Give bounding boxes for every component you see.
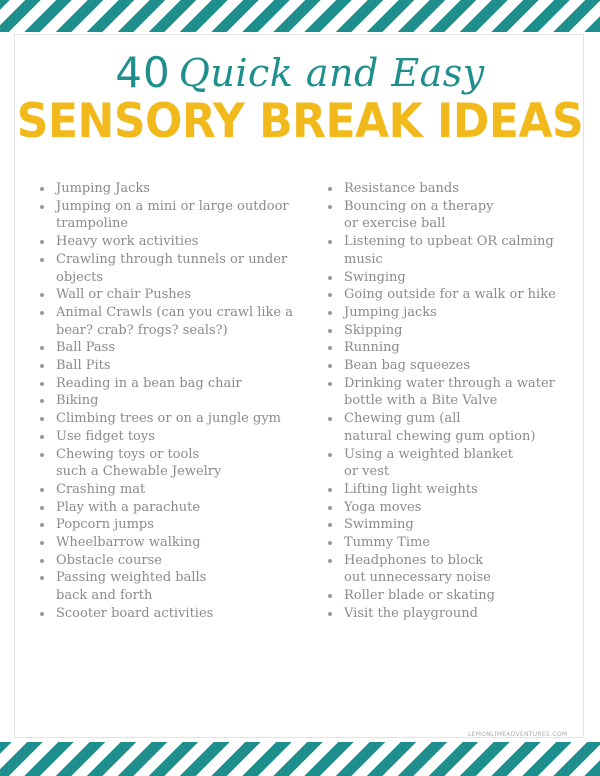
top-stripe-border (0, 0, 600, 32)
list-item-text: Bean bag squeezes (344, 358, 470, 374)
list-item (326, 233, 576, 268)
list-item (326, 375, 576, 410)
list-item-text: Swimming (344, 517, 414, 533)
list-item (38, 605, 318, 623)
bottom-stripe-border (0, 742, 600, 776)
list-item-text: Roller blade or skating (344, 588, 495, 604)
list-item-text: Chewing gum (all (344, 411, 461, 427)
list-item-text: Jumping on a mini or large outdoor (56, 198, 289, 214)
list-item-text: Using a weighted blanket (344, 446, 513, 462)
list-item-text: objects (56, 269, 104, 285)
list-item-text: Crawling through tunnels or under (56, 251, 288, 267)
list-item (326, 286, 576, 304)
list-item-text: Wall or chair Pushes (56, 287, 192, 303)
list-item-text: or exercise ball (344, 216, 446, 232)
list-item-text: Resistance bands (344, 181, 459, 196)
list-item-text: Climbing trees or on a jungle gym (56, 411, 281, 427)
list-item (326, 198, 576, 233)
list-item-text: out unnecessary noise (344, 570, 491, 586)
list-item-text: Ball Pits (56, 358, 111, 374)
list-item-text: Tummy Time (344, 535, 431, 551)
list-item-text: Lifting light weights (344, 481, 478, 497)
list-item-text: Going outside for a walk or hike (344, 287, 556, 303)
list-item (38, 516, 318, 534)
list-item (38, 428, 318, 446)
list-item-text: Passing weighted balls (56, 570, 207, 586)
right-idea-list (326, 180, 576, 623)
list-item (326, 180, 576, 198)
list-item-text: Crashing mat (56, 481, 146, 497)
list-item-text: such a Chewable Jewelry (56, 464, 222, 480)
list-item (38, 569, 318, 604)
list-item-text: Play with a parachute (56, 499, 201, 515)
title-number: 40 (115, 48, 171, 97)
list-item (38, 304, 318, 339)
list-item (326, 587, 576, 605)
list-item (38, 357, 318, 375)
list-item (326, 269, 576, 287)
list-item (326, 552, 576, 587)
list-item-text: Chewing toys or tools (56, 446, 200, 462)
list-item (38, 481, 318, 499)
list-item (326, 410, 576, 445)
list-item-text: trampoline (56, 216, 129, 232)
list-item-text: Visit the playground (344, 605, 478, 621)
list-item-text: Jumping Jacks (56, 181, 151, 196)
list-item (326, 605, 576, 623)
list-item-text: Headphones to block (344, 552, 484, 568)
list-item (38, 446, 318, 481)
list-item (38, 251, 318, 286)
list-item-text: Wheelbarrow walking (56, 535, 201, 551)
list-item-text: Scooter board activities (56, 605, 214, 621)
list-item-text: Biking (56, 393, 99, 409)
list-item-text: back and forth (56, 588, 153, 604)
list-item (38, 552, 318, 570)
list-item (326, 481, 576, 499)
title-main: SENSORY BREAK IDEAS (16, 94, 584, 150)
list-item-text: Use fidget toys (56, 428, 155, 444)
list-item (326, 322, 576, 340)
list-item-text: Swinging (344, 269, 406, 285)
list-item-text: Skipping (344, 322, 403, 338)
list-item-text: music (344, 251, 383, 267)
list-item (326, 516, 576, 534)
list-item (326, 499, 576, 517)
list-item-text: or vest (344, 464, 390, 480)
list-item (326, 446, 576, 481)
site-credit: LEMONLIMEADVENTURES.COM (468, 731, 568, 738)
list-item (326, 534, 576, 552)
list-item-text: bear? crab? frogs? seals?) (56, 322, 228, 338)
list-item (38, 392, 318, 410)
list-item (38, 410, 318, 428)
list-item (326, 339, 576, 357)
list-item (38, 233, 318, 251)
list-item-text: Ball Pass (56, 340, 116, 356)
list-item (38, 286, 318, 304)
list-item (38, 339, 318, 357)
list-item (38, 534, 318, 552)
title-script-text: Quick and Easy (178, 50, 485, 95)
list-item (38, 180, 318, 198)
list-item (326, 304, 576, 322)
list-item-text: Yoga moves (344, 499, 422, 515)
list-item-text: Bouncing on a therapy (344, 198, 494, 214)
list-item-text: Obstacle course (56, 552, 162, 568)
list-item-text: Running (344, 340, 400, 356)
list-item-text: Animal Crawls (can you crawl like a (56, 304, 294, 320)
list-item-text: Reading in a bean bag chair (56, 375, 242, 391)
title-line-1 (0, 48, 600, 97)
list-item (38, 375, 318, 393)
list-item-text: Popcorn jumps (56, 517, 154, 533)
list-item-text: Heavy work activities (56, 234, 199, 250)
list-item-text: bottle with a Bite Valve (344, 393, 498, 409)
list-item-text: Jumping jacks (344, 304, 437, 320)
list-item-text: Drinking water through a water (344, 375, 555, 391)
list-item (326, 357, 576, 375)
left-idea-list (38, 180, 318, 623)
list-item (38, 499, 318, 517)
list-item (38, 198, 318, 233)
list-item-text: Listening to upbeat OR calming (344, 234, 554, 250)
list-item-text: natural chewing gum option) (344, 428, 536, 444)
